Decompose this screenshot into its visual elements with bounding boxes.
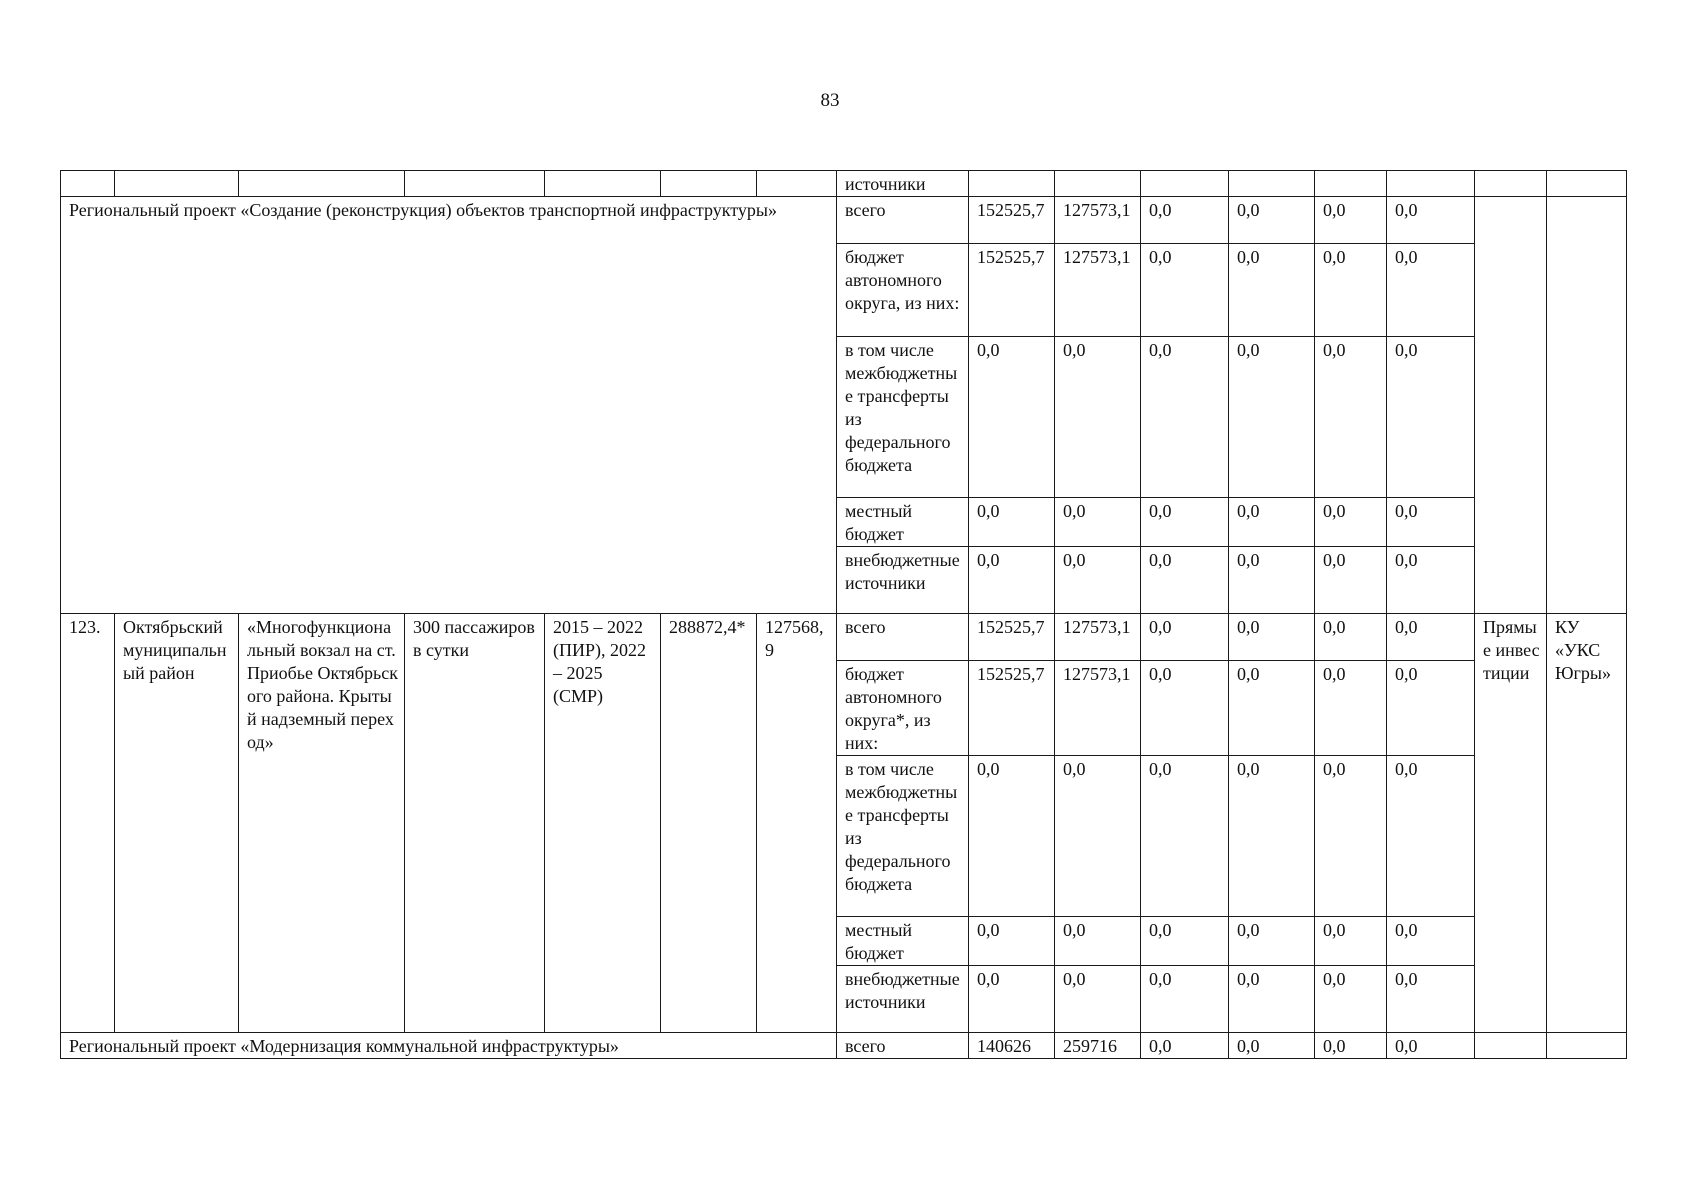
value-cell: 0,0 bbox=[1229, 756, 1315, 917]
header-cell bbox=[405, 171, 545, 197]
value-cell: 0,0 bbox=[1055, 756, 1141, 917]
value-cell: 0,0 bbox=[969, 337, 1055, 498]
value-cell: 0,0 bbox=[1387, 917, 1475, 966]
value-cell: 0,0 bbox=[1229, 1033, 1315, 1059]
value-cell: 0,0 bbox=[1387, 197, 1475, 244]
object-period: 2015 – 2022 (ПИР), 2022 – 2025 (СМР) bbox=[545, 614, 661, 1033]
empty-cell bbox=[1547, 1033, 1627, 1059]
page-number: 83 bbox=[820, 90, 840, 111]
object-customer: КУ «УКС Югры» bbox=[1547, 614, 1627, 1033]
value-cell: 0,0 bbox=[1315, 756, 1387, 917]
empty-cell bbox=[1475, 1033, 1547, 1059]
budget-table bbox=[60, 170, 1627, 1059]
header-cell bbox=[1475, 171, 1547, 197]
value-cell: 0,0 bbox=[1229, 337, 1315, 498]
value-cell: 0,0 bbox=[1387, 337, 1475, 498]
value-cell: 0,0 bbox=[1141, 917, 1229, 966]
value-cell: 0,0 bbox=[1315, 547, 1387, 614]
value-cell: 152525,7 bbox=[969, 661, 1055, 756]
section-title: Региональный проект «Создание (реконструкция) объектов транспортной инфраструктуры» bbox=[61, 197, 837, 614]
header-cell bbox=[969, 171, 1055, 197]
table-row bbox=[61, 1033, 1627, 1059]
header-cell bbox=[1141, 171, 1229, 197]
value-cell: 0,0 bbox=[1229, 966, 1315, 1033]
funding-source-label: внебюджетные источники bbox=[837, 966, 969, 1033]
value-cell: 0,0 bbox=[1315, 1033, 1387, 1059]
value-cell: 152525,7 bbox=[969, 197, 1055, 244]
value-cell: 152525,7 bbox=[969, 614, 1055, 661]
header-cell bbox=[1055, 171, 1141, 197]
funding-source-label: всего bbox=[837, 197, 969, 244]
value-cell: 0,0 bbox=[1229, 614, 1315, 661]
value-cell: 0,0 bbox=[1141, 244, 1229, 337]
value-cell: 0,0 bbox=[1141, 614, 1229, 661]
table-row bbox=[61, 197, 1627, 244]
funding-source-label: в том числе межбюджетные трансферты из федерального бюджета bbox=[837, 337, 969, 498]
value-cell: 0,0 bbox=[1315, 614, 1387, 661]
value-cell: 0,0 bbox=[1387, 547, 1475, 614]
header-cell bbox=[115, 171, 239, 197]
header-cell bbox=[239, 171, 405, 197]
funding-source-label: бюджет автономного округа*, из них: bbox=[837, 661, 969, 756]
value-cell: 0,0 bbox=[1055, 337, 1141, 498]
value-cell: 0,0 bbox=[969, 547, 1055, 614]
header-cell bbox=[1547, 171, 1627, 197]
value-cell: 0,0 bbox=[969, 966, 1055, 1033]
empty-cell bbox=[1475, 197, 1547, 614]
value-cell: 0,0 bbox=[1141, 1033, 1229, 1059]
value-cell: 0,0 bbox=[1141, 498, 1229, 547]
object-remaining-cost: 127568,9 bbox=[757, 614, 837, 1033]
header-cell bbox=[1229, 171, 1315, 197]
value-cell: 0,0 bbox=[1141, 661, 1229, 756]
value-cell: 0,0 bbox=[1315, 337, 1387, 498]
value-cell: 0,0 bbox=[1229, 197, 1315, 244]
value-cell: 0,0 bbox=[1055, 917, 1141, 966]
value-cell: 0,0 bbox=[1387, 244, 1475, 337]
value-cell: 0,0 bbox=[1229, 498, 1315, 547]
value-cell: 0,0 bbox=[969, 917, 1055, 966]
value-cell: 0,0 bbox=[1387, 661, 1475, 756]
header-cell bbox=[1315, 171, 1387, 197]
value-cell: 0,0 bbox=[1387, 966, 1475, 1033]
section-title: Региональный проект «Модернизация коммунальной инфраструктуры» bbox=[61, 1033, 837, 1059]
value-cell: 0,0 bbox=[1229, 547, 1315, 614]
value-cell: 0,0 bbox=[1315, 244, 1387, 337]
value-cell: 0,0 bbox=[1387, 756, 1475, 917]
value-cell: 0,0 bbox=[1387, 1033, 1475, 1059]
object-capacity: 300 пассажиров в сутки bbox=[405, 614, 545, 1033]
table-row bbox=[61, 614, 1627, 661]
header-row bbox=[61, 171, 1627, 197]
funding-source-label: всего bbox=[837, 614, 969, 661]
object-name: «Многофункциональный вокзал на ст. Приобье Октябрьского района. Крытый надземный переход» bbox=[239, 614, 405, 1033]
header-cell bbox=[61, 171, 115, 197]
header-cell bbox=[545, 171, 661, 197]
funding-source-label: местный бюджет bbox=[837, 498, 969, 547]
value-cell: 0,0 bbox=[1141, 547, 1229, 614]
value-cell: 0,0 bbox=[1315, 966, 1387, 1033]
header-source-label: источники bbox=[837, 171, 969, 197]
value-cell: 0,0 bbox=[1141, 337, 1229, 498]
value-cell: 127573,1 bbox=[1055, 661, 1141, 756]
value-cell: 0,0 bbox=[1229, 244, 1315, 337]
value-cell: 0,0 bbox=[1141, 197, 1229, 244]
value-cell: 0,0 bbox=[1141, 756, 1229, 917]
object-municipality: Октябрьский муниципальный район bbox=[115, 614, 239, 1033]
header-cell bbox=[1387, 171, 1475, 197]
object-investment-type: Прямые инвестиции bbox=[1475, 614, 1547, 1033]
value-cell: 0,0 bbox=[1055, 498, 1141, 547]
funding-source-label: в том числе межбюджетные трансферты из федерального бюджета bbox=[837, 756, 969, 917]
object-number: 123. bbox=[61, 614, 115, 1033]
funding-source-label: внебюджетные источники bbox=[837, 547, 969, 614]
value-cell: 0,0 bbox=[1055, 547, 1141, 614]
funding-source-label: местный бюджет bbox=[837, 917, 969, 966]
funding-source-label: всего bbox=[837, 1033, 969, 1059]
value-cell: 0,0 bbox=[969, 756, 1055, 917]
value-cell: 152525,7 bbox=[969, 244, 1055, 337]
header-cell bbox=[661, 171, 757, 197]
value-cell: 127573,1 bbox=[1055, 614, 1141, 661]
value-cell: 0,0 bbox=[1055, 966, 1141, 1033]
value-cell: 0,0 bbox=[1229, 661, 1315, 756]
value-cell: 0,0 bbox=[1387, 614, 1475, 661]
object-estimated-cost: 288872,4* bbox=[661, 614, 757, 1033]
empty-cell bbox=[1547, 197, 1627, 614]
value-cell: 0,0 bbox=[1229, 917, 1315, 966]
value-cell: 0,0 bbox=[969, 498, 1055, 547]
value-cell: 140626 bbox=[969, 1033, 1055, 1059]
funding-source-label: бюджет автономного округа, из них: bbox=[837, 244, 969, 337]
value-cell: 0,0 bbox=[1315, 197, 1387, 244]
value-cell: 0,0 bbox=[1315, 661, 1387, 756]
value-cell: 127573,1 bbox=[1055, 244, 1141, 337]
value-cell: 127573,1 bbox=[1055, 197, 1141, 244]
value-cell: 0,0 bbox=[1387, 498, 1475, 547]
value-cell: 0,0 bbox=[1315, 917, 1387, 966]
header-cell bbox=[757, 171, 837, 197]
value-cell: 0,0 bbox=[1141, 966, 1229, 1033]
value-cell: 0,0 bbox=[1315, 498, 1387, 547]
value-cell: 259716 bbox=[1055, 1033, 1141, 1059]
